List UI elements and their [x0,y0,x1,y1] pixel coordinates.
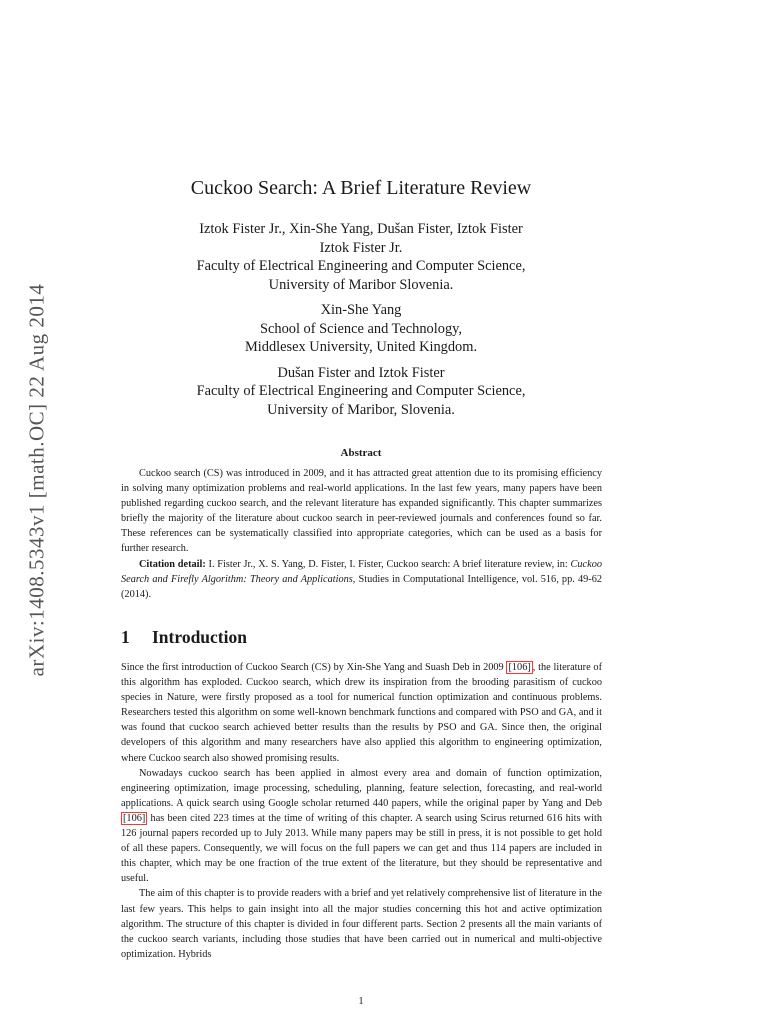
author-list [0,220,722,294]
section-title: Introduction [152,627,247,647]
abstract-heading: Abstract [340,447,382,459]
affiliation-line: University of Maribor Slovenia. [268,276,454,293]
arxiv-identifier: arXiv:1408.5343v1 [math.OC] 22 Aug 2014 [24,283,49,677]
affiliation-line: School of Science and Technology, [259,320,462,337]
affiliation-line: Faculty of Electrical Engineering and Computer Science, [196,258,526,274]
paragraph-text: Since the first introduction of Cuckoo Search (CS) by Xin-She Yang and Suash Deb in 2009 [121,662,507,673]
paragraph-text: has been cited 223 times at the time of writing of this chapter. A search using Scirus returned 616 hits with 126 journal papers recorded up to July 2013. While many papers may be still in press, it is not possible to get hold of all these papers. Consequently, we will focus on the full papers we can get and thus 114 papers are included in this chapter, which may be one fraction of the true extent of the literature, but they should be representative and useful. [121,812,602,885]
affiliation-line: Middlesex University, United Kingdom. [244,339,478,355]
page-number: 1 [358,996,364,1007]
author-line: Iztok Fister Jr., Xin-She Yang, Dušan Fister, Iztok Fister [199,221,523,237]
citation-label: Citation detail: [139,558,206,570]
section-number: 1 [121,627,130,647]
citation-authors: I. Fister Jr., X. S. Yang, D. Fister, I. Fister, Cuckoo search: A brief literature review, in: [205,558,571,570]
author-name: Iztok Fister Jr. [319,239,403,256]
citation-series: , Studies in Computational Intelligence, vol. 516, pp. 49-62 (2014). [121,573,602,600]
introduction-body [121,660,602,962]
author-block [0,220,722,426]
author-name: Xin-She Yang [320,302,402,318]
author-name: Dušan Fister and Iztok Fister [277,364,445,381]
citation-link[interactable]: [106] [508,662,531,673]
abstract-text: Cuckoo search (CS) was introduced in 2009, and it has attracted great attention due to its promising efficiency in solving many optimization problems and real-world applications. In the last few years, many papers have been published regarding cuckoo search, and the relevant literature has expanded significantly. This chapter summarizes briefly the majority of the literature about cuckoo search in peer-reviewed journals and conferences found so far. These references can be systematically classified into appropriate categories, which can be used as a basis for further research. [121,468,602,555]
abstract-body [121,466,602,602]
paragraph-text: Nowadays cuckoo search has been applied in almost every area and domain of function optimization, engineering optimization, image processing, scheduling, planning, feature selection, forecasting, and real-world applications. A quick search using Google scholar returned 440 papers, while the original paper by Yang and Deb [121,767,602,809]
citation-detail [121,557,602,602]
affiliation-line: University of Maribor, Slovenia. [267,401,455,418]
paper-title: Cuckoo Search: A Brief Literature Review [190,177,532,199]
citation-link[interactable]: [106] [123,812,146,824]
paragraph [121,660,602,766]
paragraph [121,766,602,887]
paragraph-text: , the literature of this algorithm has exploded. Cuckoo search, which drew its inspiration from the brooding parasitism of cuckoo species in Nature, were firstly proposed as a tool for numerical function optimization and continuous problems. Researchers tested this algorithm on some well-known benchmark functions and compared with PSO and GA, and it was found that cuckoo search achieved better results than the results by PSO and GA. Since then, the original developers of this algorithm and many researchers have also applied this algorithm to engineering optimization, where Cuckoo search also showed promising results. [121,662,602,764]
author-affiliation-2 [0,301,722,357]
paragraph: The aim of this chapter is to provide readers with a brief and yet relatively comprehensive list of literature in the last few years. This helps to gain insight into all the major studies concerning this hot and active optimization algorithm. The structure of this chapter is divided in four different parts. Section 2 presents all the main variants of the cuckoo search variants, including those studies that have been carried out in numerical and multi-objective optimization. Hybrids [121,888,602,960]
citation-book-title: Cuckoo Search and Firefly Algorithm: Theory and Applications [121,558,602,585]
author-affiliation-3 [0,364,722,420]
affiliation-line: Faculty of Electrical Engineering and Computer Science, [196,383,526,399]
section-heading [121,627,247,648]
